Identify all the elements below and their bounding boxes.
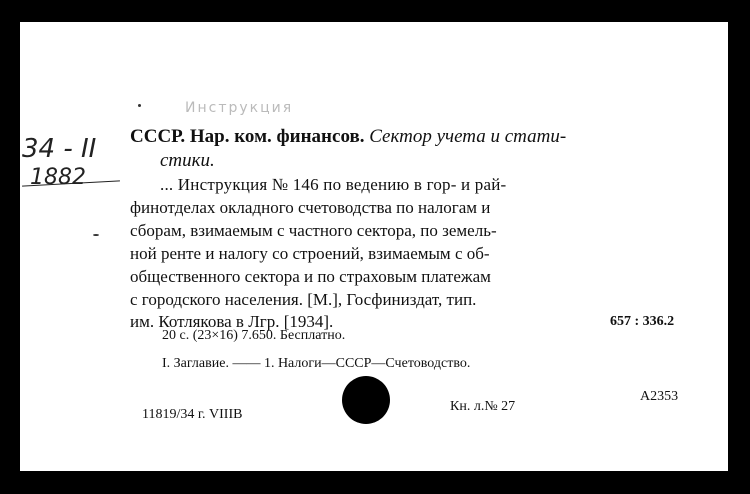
ledger-number: Кн. л.№ 27 (450, 399, 516, 414)
heading-division-cont: стики. (160, 150, 215, 171)
body-line-4: ной ренте и налогу со строений, взимаемым с об- (130, 244, 490, 263)
body-line-1: ... Инструкция № 146 по ведению в гор- и рай- (160, 175, 507, 194)
inventory-number: А2353 (640, 389, 679, 404)
body-line-7: им. Котлякова в Лгр. [1934]. (130, 312, 334, 331)
body-line-6: с городского населения. [М.], Госфиниздат, тип. (130, 290, 477, 309)
body-line-3: сборам, взимаемым с частного сектора, по земель- (130, 221, 497, 240)
heading-author (130, 126, 566, 148)
heading-author-text: СССР. Нар. ком. финансов. (130, 126, 365, 147)
heading-division: Сектор учета и стати- (369, 126, 567, 147)
classification-number: 657 : 336.2 (610, 314, 675, 329)
ink-speck (93, 234, 99, 236)
catalog-card (20, 22, 728, 471)
faded-stamp: Инструкция (185, 100, 294, 116)
body-line-2: финотделах окладного счетоводства по налогам и (130, 198, 491, 217)
shelfmark-bottom: 1882 (30, 165, 86, 190)
record-number: 11819/34 г. VIIIB (142, 407, 243, 422)
physical-description: 20 с. (23×16) 7.650. Бесплатно. (162, 328, 346, 343)
shelfmark-top: 34 - II (22, 134, 97, 164)
punch-hole (342, 376, 390, 424)
tracings: I. Заглавие. —— 1. Налоги—СССР—Счетоводство. (162, 356, 471, 371)
body-line-5: общественного сектора и по страховым платежам (130, 267, 491, 286)
ink-speck (138, 104, 141, 107)
